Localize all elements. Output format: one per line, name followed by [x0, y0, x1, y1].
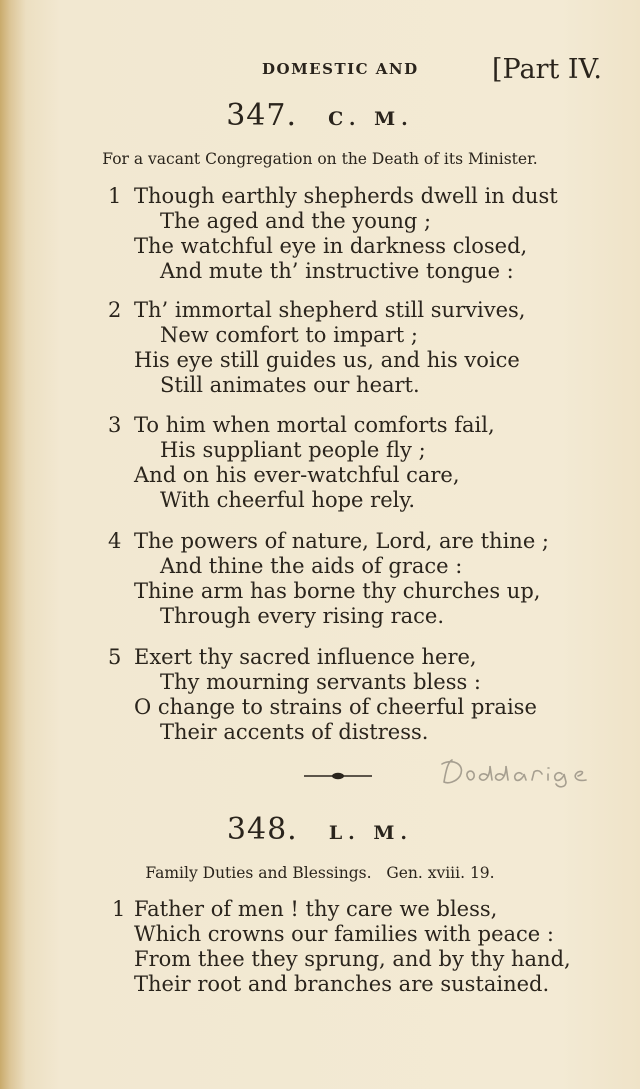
- verse-number: 3: [108, 413, 122, 437]
- running-head-title: DOMESTIC AND: [262, 60, 419, 78]
- hymn-348-subtitle: Family Duties and Blessings. Gen. xviii. 19.: [145, 864, 495, 882]
- hymn-348-heading: [0, 812, 640, 847]
- verse-line: O change to strains of cheerful praise: [134, 695, 537, 719]
- verse-number: 5: [108, 645, 122, 669]
- verse-line: And mute th’ instructive tongue :: [160, 259, 514, 283]
- hymn-meter: L. M.: [328, 822, 414, 844]
- verse-line: Exert thy sacred influence here,: [134, 645, 477, 669]
- running-head: [0, 56, 640, 86]
- hymn-number: 348.: [226, 812, 298, 847]
- verse-line: Their root and branches are sustained.: [134, 972, 550, 996]
- verse-line: Though earthly shepherds dwell in dust: [134, 184, 558, 208]
- verse-line: Still animates our heart.: [160, 373, 420, 397]
- verse-line: Father of men ! thy care we bless,: [134, 897, 498, 921]
- hymn-meter: C. M.: [328, 108, 414, 130]
- verse-number: 4: [108, 529, 122, 553]
- verse-line: With cheerful hope rely.: [160, 488, 416, 512]
- verse-line: And on his ever-watchful care,: [134, 463, 460, 487]
- verse-line: From thee they sprung, and by thy hand,: [134, 947, 571, 971]
- verse-line: Which crowns our families with peace :: [134, 922, 554, 946]
- handwritten-annotation: [438, 752, 618, 792]
- verse-line: New comfort to impart ;: [160, 323, 418, 347]
- verse-number: 1: [108, 184, 122, 208]
- hymn-347-heading: [0, 98, 640, 133]
- verse-line: The powers of nature, Lord, are thine ;: [134, 529, 549, 553]
- verse-line: To him when mortal comforts fail,: [134, 413, 495, 437]
- verse-line: And thine the aids of grace :: [160, 554, 463, 578]
- hymn-347-subtitle: For a vacant Congregation on the Death of its Minister.: [102, 150, 538, 168]
- verse-line: Their accents of distress.: [160, 720, 429, 744]
- verse-line: The aged and the young ;: [160, 209, 432, 233]
- section-divider: [302, 770, 374, 782]
- verse-number: 1: [112, 897, 126, 921]
- verse-line: His suppliant people fly ;: [160, 438, 426, 462]
- verse-line: The watchful eye in darkness closed,: [134, 234, 528, 258]
- verse-line: His eye still guides us, and his voice: [134, 348, 520, 372]
- running-head-part: [Part IV.: [492, 54, 602, 85]
- verse-line: Thine arm has borne thy churches up,: [134, 579, 541, 603]
- verse-line: Through every rising race.: [160, 604, 444, 628]
- verse-line: Th’ immortal shepherd still survives,: [134, 298, 526, 322]
- verse-number: 2: [108, 298, 122, 322]
- verse-line: Thy mourning servants bless :: [160, 670, 482, 694]
- hymn-number: 347.: [226, 98, 298, 133]
